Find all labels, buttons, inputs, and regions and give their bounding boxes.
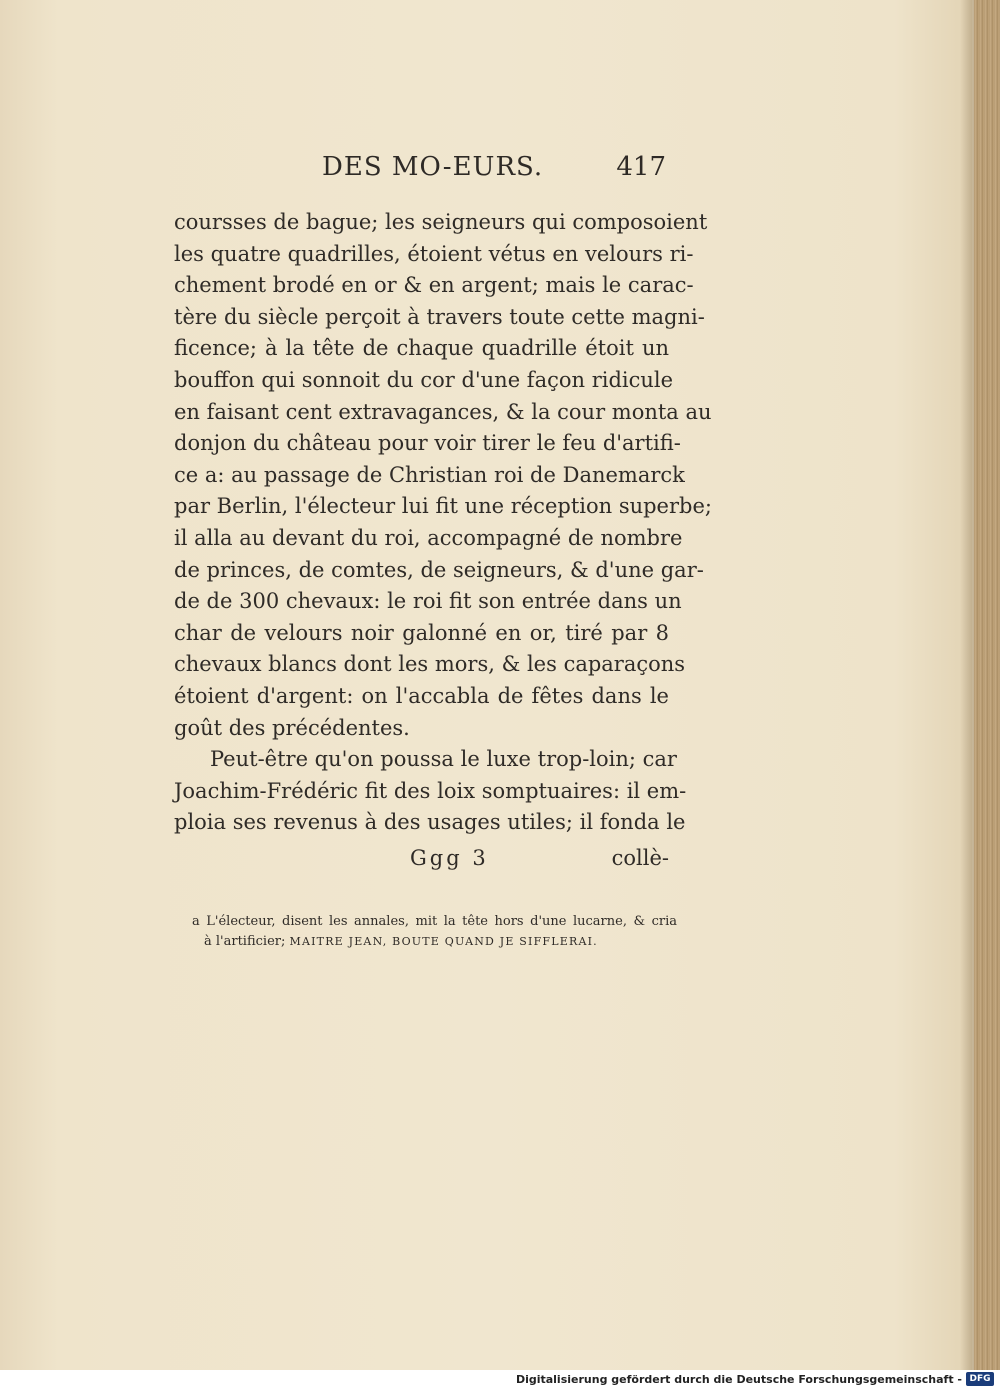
- funding-credit: Digitalisierung gefördert durch die Deutsche Forschungsgemeinschaft -: [515, 1373, 962, 1386]
- text-line: en faisant cent extravagances, & la cour monta au: [174, 399, 712, 424]
- page-number: 417: [616, 152, 666, 182]
- text-line: chement brodé en or & en argent; mais le carac-: [174, 273, 694, 298]
- signature-line: [174, 846, 669, 878]
- text-line: de princes, de comtes, de seigneurs, & d'une gar-: [174, 557, 704, 582]
- text-line: par Berlin, l'électeur lui fit une réception superbe;: [174, 494, 712, 519]
- running-head-title: DES MO-EURS.: [322, 152, 544, 182]
- text-line: tère du siècle perçoit à travers toute cette magni-: [174, 304, 705, 329]
- text-line: ploia ses revenus à des usages utiles; il fonda le: [174, 810, 686, 835]
- text-line: goût des précédentes.: [174, 715, 410, 740]
- footnote-text: à l'artificier;: [204, 934, 286, 949]
- main-text: [174, 207, 712, 839]
- text-line: char de velours noir galonné en or, tiré par 8: [174, 620, 669, 645]
- printer-signature: Ggg 3: [410, 846, 489, 870]
- footnote-line: a L'électeur, disent les annales, mit la tête hors d'une lucarne, & cria: [192, 914, 677, 929]
- text-line: donjon du château pour voir tirer le feu d'artifi-: [174, 431, 681, 456]
- text-line: il alla au devant du roi, accompagné de nombre: [174, 525, 683, 550]
- catchword: collè-: [611, 846, 669, 870]
- text-line: chevaux blancs dont les mors, & les caparaçons: [174, 652, 686, 677]
- book-fore-edge: [974, 0, 1000, 1370]
- text-line: ficence; à la tête de chaque quadrille étoit un: [174, 336, 669, 361]
- digitization-footer: [0, 1370, 1000, 1389]
- text-line: Peut-être qu'on poussa le luxe trop-loin; car: [210, 747, 677, 772]
- dfg-logo: DFG: [966, 1372, 994, 1386]
- page-gutter-shadow: [960, 0, 974, 1370]
- text-line: ce a: au passage de Christian roi de Danemarck: [174, 462, 685, 487]
- running-head: [322, 152, 672, 192]
- footnote: [192, 912, 677, 952]
- text-line: étoient d'argent: on l'accabla de fêtes dans le: [174, 683, 669, 708]
- footnote-quote: MAITRE JEAN, BOUTE QUAND JE SIFFLERAI.: [289, 935, 598, 948]
- text-line: de de 300 chevaux: le roi fit son entrée dans un: [174, 589, 682, 614]
- text-line: bouffon qui sonnoit du cor d'une façon ridicule: [174, 367, 674, 392]
- text-line: coursses de bague; les seigneurs qui composoient: [174, 210, 708, 234]
- text-line: les quatre quadrilles, étoient vétus en velours ri-: [174, 241, 694, 266]
- text-line: Joachim-Frédéric fit des loix somptuaires: il em-: [174, 778, 687, 803]
- footnote-line: [192, 932, 677, 952]
